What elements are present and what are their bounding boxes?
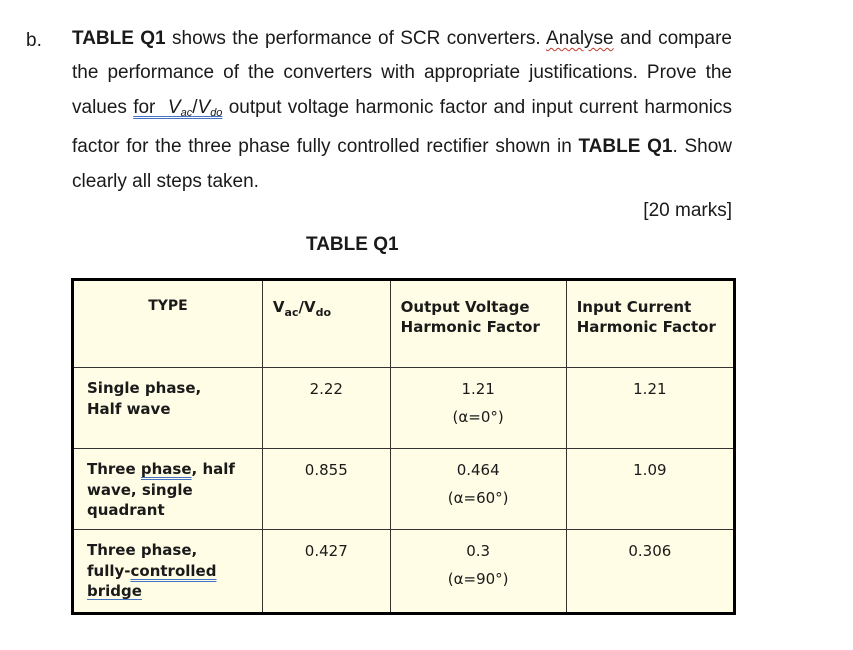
subscript-ac: ac <box>284 306 299 319</box>
ichf-value: 0.306 <box>628 542 672 560</box>
ratio-value: 0.855 <box>304 461 348 479</box>
type-line: Three phase, <box>87 541 198 559</box>
table-row <box>73 368 735 449</box>
alpha-value: (α=90°) <box>447 570 509 588</box>
table-reference: TABLE Q1 <box>578 136 673 158</box>
header-ovhf <box>391 281 566 337</box>
text-segment: shows the performance of SCR converters. <box>165 28 547 49</box>
type-line: Half wave <box>87 399 171 418</box>
marks-label: [20 marks] <box>643 200 732 221</box>
header-line: Harmonic Factor <box>400 318 540 336</box>
ratio-cell <box>262 530 390 614</box>
converter-type <box>74 368 262 419</box>
header-line: Harmonic Factor <box>576 318 716 336</box>
header-cell <box>566 280 734 368</box>
header-line: Output Voltage <box>400 298 530 316</box>
alpha-value: (α=0°) <box>452 408 504 426</box>
header-cell <box>73 280 263 368</box>
symbol-v: V <box>197 96 211 118</box>
text-segment: output voltage harmonic factor and input current harmonics factor for the three phase fully controlled rectifier shown in <box>72 96 732 158</box>
text-segment: for <box>133 96 156 118</box>
header-ratio <box>263 281 390 323</box>
type-line: quadrant <box>87 501 165 519</box>
header-cell <box>390 280 566 368</box>
ichf-cell <box>566 368 734 449</box>
type-cell <box>73 530 263 614</box>
slash-v: /V <box>298 298 316 316</box>
table-caption: TABLE Q1 <box>306 234 399 255</box>
grammar-flag: phase <box>140 460 192 478</box>
type-line: fully- <box>87 561 131 580</box>
slash: / <box>192 96 198 118</box>
header-cell <box>262 280 390 368</box>
text-segment: and compare the performance of the converters with appropriate justifications. Prove the values <box>72 28 732 118</box>
subscript-do: do <box>315 306 332 319</box>
ichf-value: 1.09 <box>633 461 667 479</box>
converter-type <box>74 449 262 521</box>
ratio-cell <box>262 449 390 530</box>
header-ichf <box>567 281 733 337</box>
ichf-value: 1.21 <box>633 380 667 398</box>
table-row <box>73 530 735 614</box>
spellcheck-word: Analyse <box>546 28 614 49</box>
ovhf-value: 1.21 <box>461 380 495 398</box>
ratio-value: 2.22 <box>309 380 343 398</box>
subscript-ac: ac <box>180 106 193 119</box>
symbol-v: V <box>272 298 285 316</box>
ichf-cell <box>566 530 734 614</box>
grammar-flag: controlled <box>130 561 217 580</box>
ichf-cell <box>566 449 734 530</box>
subscript-do: do <box>210 106 223 119</box>
table-row <box>73 449 735 530</box>
symbol-v: V <box>167 96 181 118</box>
grammar-flag: bridge <box>87 582 142 600</box>
type-line: , half <box>191 460 235 478</box>
type-cell <box>73 449 263 530</box>
alpha-value: (α=60°) <box>447 489 509 507</box>
ovhf-cell <box>390 530 566 614</box>
table-reference: TABLE Q1 <box>72 28 166 49</box>
table-header-row <box>73 280 735 368</box>
ovhf-cell <box>390 368 566 449</box>
ovhf-cell <box>390 449 566 530</box>
grammar-flag <box>133 97 222 118</box>
type-line: Single phase, <box>87 379 202 397</box>
ovhf-value: 0.3 <box>466 542 491 560</box>
ratio-symbol <box>168 97 223 118</box>
performance-table <box>71 278 736 615</box>
header-line: Input Current <box>576 298 692 316</box>
ratio-cell <box>262 368 390 449</box>
type-line: Three <box>87 460 141 478</box>
question-label: b. <box>26 30 42 51</box>
question-text <box>72 22 732 199</box>
type-line: wave, single <box>87 480 193 499</box>
converter-type <box>74 530 262 602</box>
text-segment: . Show clearly all steps taken. <box>72 136 732 192</box>
ovhf-value: 0.464 <box>456 461 500 479</box>
header-type: TYPE <box>148 298 188 314</box>
ratio-value: 0.427 <box>304 542 348 560</box>
type-cell <box>73 368 263 449</box>
